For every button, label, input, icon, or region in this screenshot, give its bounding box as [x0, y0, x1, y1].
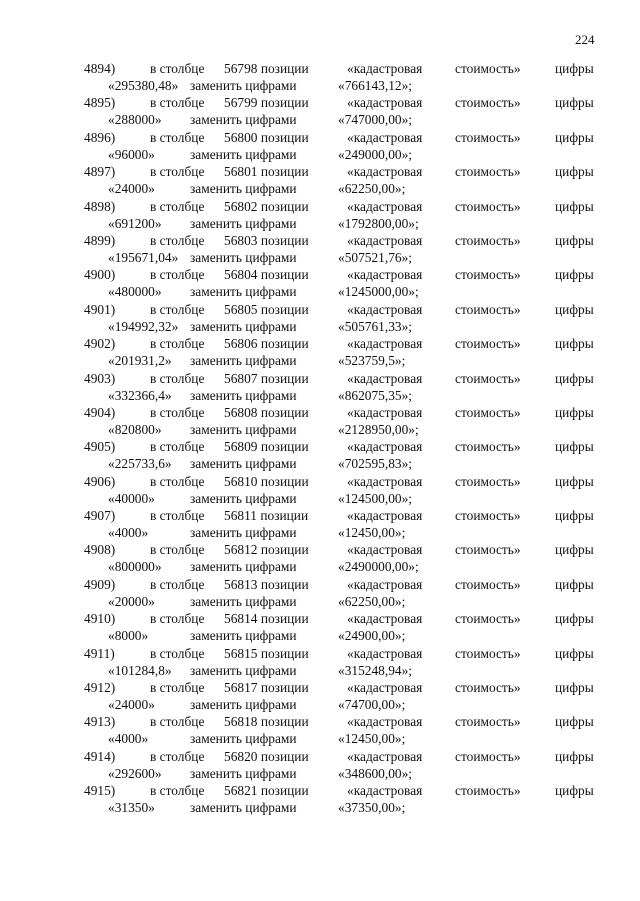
column-prefix: в столбце — [150, 439, 205, 455]
position-number: 56798 позиции — [224, 61, 309, 76]
cadastral-word: «кадастровая — [347, 370, 423, 386]
column-prefix: в столбце — [150, 267, 205, 283]
position-number: 56820 позиции — [224, 748, 309, 764]
position-number: 56821 позиции — [224, 783, 309, 799]
old-value: «40000» — [108, 490, 155, 506]
position-number: 56815 позиции — [224, 645, 309, 661]
value-word: стоимость» — [455, 473, 521, 489]
cadastral-word: «кадастровая — [347, 576, 423, 592]
column-prefix: в столбце — [150, 129, 205, 145]
column-prefix: в столбце — [150, 61, 205, 76]
cadastral-word: «кадастровая — [347, 473, 423, 489]
old-value: «195671,04» — [108, 249, 179, 265]
replace-phrase: заменить цифрами — [190, 215, 297, 231]
replace-phrase: заменить цифрами — [190, 525, 297, 541]
replace-phrase: заменить цифрами — [190, 421, 297, 437]
new-value: «315248,94»; — [338, 662, 413, 678]
item-number: 4896) — [84, 129, 116, 145]
position-number: 56813 позиции — [224, 576, 309, 592]
column-prefix: в столбце — [150, 95, 205, 111]
column-prefix: в столбце — [150, 336, 205, 352]
cadastral-word: «кадастровая — [347, 301, 423, 317]
replace-phrase: заменить цифрами — [190, 249, 297, 265]
digits-word: цифры — [555, 714, 594, 730]
cadastral-word: «кадастровая — [347, 645, 423, 661]
replace-phrase: заменить цифрами — [190, 456, 297, 472]
item-number: 4908) — [84, 542, 116, 558]
new-value: «1792800,00»; — [338, 215, 419, 231]
replace-phrase: заменить цифрами — [190, 181, 297, 197]
new-value: «1245000,00»; — [338, 284, 419, 300]
replace-phrase: заменить цифрами — [190, 318, 297, 334]
digits-word: цифры — [555, 748, 594, 764]
value-word: стоимость» — [455, 267, 521, 283]
position-number: 56807 позиции — [224, 370, 309, 386]
item-number: 4897) — [84, 164, 116, 180]
replace-phrase: заменить цифрами — [190, 284, 297, 300]
digits-word: цифры — [555, 542, 594, 558]
item-number: 4903) — [84, 370, 116, 386]
item-number: 4900) — [84, 267, 116, 283]
digits-word: цифры — [555, 473, 594, 489]
new-value: «62250,00»; — [338, 181, 406, 197]
old-value: «225733,6» — [108, 456, 172, 472]
old-value: «4000» — [108, 731, 149, 747]
old-value: «800000» — [108, 559, 162, 575]
digits-word: цифры — [555, 301, 594, 317]
item-number: 4912) — [84, 680, 116, 696]
column-prefix: в столбце — [150, 404, 205, 420]
position-number: 56805 позиции — [224, 301, 309, 317]
old-value: «480000» — [108, 284, 162, 300]
value-word: стоимость» — [455, 783, 521, 799]
value-word: стоимость» — [455, 404, 521, 420]
value-word: стоимость» — [455, 508, 521, 524]
item-number: 4902) — [84, 336, 116, 352]
column-prefix: в столбце — [150, 508, 205, 524]
old-value: «820800» — [108, 421, 162, 437]
digits-word: цифры — [555, 611, 594, 627]
value-word: стоимость» — [455, 95, 521, 111]
digits-word: цифры — [555, 439, 594, 455]
replace-phrase: заменить цифрами — [190, 353, 297, 369]
old-value: «288000» — [108, 112, 162, 128]
column-prefix: в столбце — [150, 542, 205, 558]
column-prefix: в столбце — [150, 783, 205, 799]
position-number: 56806 позиции — [224, 336, 309, 352]
old-value: «295380,48» — [108, 78, 179, 93]
digits-word: цифры — [555, 645, 594, 661]
old-value: «194992,32» — [108, 318, 179, 334]
column-prefix: в столбце — [150, 370, 205, 386]
value-word: стоимость» — [455, 439, 521, 455]
cadastral-word: «кадастровая — [347, 336, 423, 352]
replace-phrase: заменить цифрами — [190, 78, 297, 93]
digits-word: цифры — [555, 576, 594, 592]
amendment-item — [0, 60, 640, 94]
value-word: стоимость» — [455, 301, 521, 317]
new-value: «37350,00»; — [338, 800, 406, 816]
cadastral-word: «кадастровая — [347, 611, 423, 627]
old-value: «101284,8» — [108, 662, 172, 678]
new-value: «523759,5»; — [338, 353, 406, 369]
new-value: «507521,76»; — [338, 249, 413, 265]
amendment-item — [0, 541, 640, 575]
amendment-item — [0, 576, 640, 610]
amendment-item — [0, 713, 640, 747]
cadastral-word: «кадастровая — [347, 714, 423, 730]
position-number: 56808 позиции — [224, 404, 309, 420]
amendment-item — [0, 404, 640, 438]
position-number: 56802 позиции — [224, 198, 309, 214]
amendment-item — [0, 129, 640, 163]
position-number: 56803 позиции — [224, 232, 309, 248]
new-value: «2490000,00»; — [338, 559, 419, 575]
replace-phrase: заменить цифрами — [190, 146, 297, 162]
amendment-item — [0, 507, 640, 541]
old-value: «96000» — [108, 146, 155, 162]
column-prefix: в столбце — [150, 576, 205, 592]
cadastral-word: «кадастровая — [347, 783, 423, 799]
position-number: 56818 позиции — [224, 714, 309, 730]
amendment-item — [0, 198, 640, 232]
value-word: стоимость» — [455, 542, 521, 558]
old-value: «24000» — [108, 181, 155, 197]
page-number: 224 — [575, 32, 595, 47]
amendment-item — [0, 645, 640, 679]
item-number: 4894) — [84, 61, 116, 76]
cadastral-word: «кадастровая — [347, 404, 423, 420]
item-number: 4907) — [84, 508, 116, 524]
position-number: 56804 позиции — [224, 267, 309, 283]
amendment-item — [0, 163, 640, 197]
digits-word: цифры — [555, 95, 594, 111]
value-word: стоимость» — [455, 645, 521, 661]
new-value: «24900,00»; — [338, 628, 406, 644]
new-value: «124500,00»; — [338, 490, 413, 506]
column-prefix: в столбце — [150, 473, 205, 489]
new-value: «505761,33»; — [338, 318, 413, 334]
new-value: «702595,83»; — [338, 456, 413, 472]
value-word: стоимость» — [455, 129, 521, 145]
cadastral-word: «кадастровая — [347, 542, 423, 558]
amendment-item — [0, 438, 640, 472]
replace-phrase: заменить цифрами — [190, 662, 297, 678]
value-word: стоимость» — [455, 748, 521, 764]
old-value: «31350» — [108, 800, 155, 816]
cadastral-word: «кадастровая — [347, 198, 423, 214]
digits-word: цифры — [555, 129, 594, 145]
amendment-item — [0, 266, 640, 300]
replace-phrase: заменить цифрами — [190, 490, 297, 506]
column-prefix: в столбце — [150, 198, 205, 214]
cadastral-word: «кадастровая — [347, 680, 423, 696]
cadastral-word: «кадастровая — [347, 748, 423, 764]
replace-phrase: заменить цифрами — [190, 628, 297, 644]
cadastral-word: «кадастровая — [347, 129, 423, 145]
value-word: стоимость» — [455, 336, 521, 352]
amendment-item — [0, 679, 640, 713]
column-prefix: в столбце — [150, 301, 205, 317]
replace-phrase: заменить цифрами — [190, 593, 297, 609]
amendment-item — [0, 782, 640, 816]
amendment-item — [0, 748, 640, 782]
item-number: 4906) — [84, 473, 116, 489]
value-word: стоимость» — [455, 61, 521, 76]
column-prefix: в столбце — [150, 680, 205, 696]
position-number: 56801 позиции — [224, 164, 309, 180]
value-word: стоимость» — [455, 232, 521, 248]
new-value: «2128950,00»; — [338, 421, 419, 437]
column-prefix: в столбце — [150, 164, 205, 180]
cadastral-word: «кадастровая — [347, 439, 423, 455]
replace-phrase: заменить цифрами — [190, 112, 297, 128]
replace-phrase: заменить цифрами — [190, 800, 297, 816]
cadastral-word: «кадастровая — [347, 508, 423, 524]
item-number: 4910) — [84, 611, 116, 627]
item-number: 4913) — [84, 714, 116, 730]
replace-phrase: заменить цифрами — [190, 765, 297, 781]
new-value: «766143,12»; — [338, 78, 413, 93]
digits-word: цифры — [555, 370, 594, 386]
value-word: стоимость» — [455, 611, 521, 627]
old-value: «691200» — [108, 215, 162, 231]
column-prefix: в столбце — [150, 748, 205, 764]
old-value: «4000» — [108, 525, 149, 541]
new-value: «747000,00»; — [338, 112, 413, 128]
value-word: стоимость» — [455, 164, 521, 180]
digits-word: цифры — [555, 404, 594, 420]
position-number: 56817 позиции — [224, 680, 309, 696]
amendment-item — [0, 335, 640, 369]
cadastral-word: «кадастровая — [347, 232, 423, 248]
amendment-item — [0, 94, 640, 128]
position-number: 56814 позиции — [224, 611, 309, 627]
value-word: стоимость» — [455, 198, 521, 214]
new-value: «74700,00»; — [338, 697, 406, 713]
replace-phrase: заменить цифрами — [190, 387, 297, 403]
value-word: стоимость» — [455, 370, 521, 386]
item-number: 4898) — [84, 198, 116, 214]
digits-word: цифры — [555, 680, 594, 696]
cadastral-word: «кадастровая — [347, 267, 423, 283]
digits-word: цифры — [555, 783, 594, 799]
column-prefix: в столбце — [150, 645, 205, 661]
old-value: «24000» — [108, 697, 155, 713]
digits-word: цифры — [555, 336, 594, 352]
amendment-item — [0, 473, 640, 507]
old-value: «292600» — [108, 765, 162, 781]
amendment-item — [0, 610, 640, 644]
digits-word: цифры — [555, 267, 594, 283]
value-word: стоимость» — [455, 680, 521, 696]
position-number: 56799 позиции — [224, 95, 309, 111]
amendment-item — [0, 232, 640, 266]
amendment-item — [0, 370, 640, 404]
new-value: «249000,00»; — [338, 146, 413, 162]
value-word: стоимость» — [455, 714, 521, 730]
item-number: 4905) — [84, 439, 116, 455]
column-prefix: в столбце — [150, 232, 205, 248]
position-number: 56811 позиции — [224, 508, 309, 524]
item-number: 4899) — [84, 232, 116, 248]
cadastral-word: «кадастровая — [347, 61, 423, 76]
replace-phrase: заменить цифрами — [190, 697, 297, 713]
item-number: 4911) — [84, 645, 115, 661]
item-number: 4895) — [84, 95, 116, 111]
item-number: 4914) — [84, 748, 116, 764]
new-value: «12450,00»; — [338, 525, 406, 541]
position-number: 56800 позиции — [224, 129, 309, 145]
position-number: 56810 позиции — [224, 473, 309, 489]
old-value: «8000» — [108, 628, 149, 644]
new-value: «62250,00»; — [338, 593, 406, 609]
cadastral-word: «кадастровая — [347, 95, 423, 111]
item-number: 4901) — [84, 301, 116, 317]
old-value: «20000» — [108, 593, 155, 609]
position-number: 56809 позиции — [224, 439, 309, 455]
new-value: «12450,00»; — [338, 731, 406, 747]
position-number: 56812 позиции — [224, 542, 309, 558]
new-value: «348600,00»; — [338, 765, 413, 781]
item-number: 4915) — [84, 783, 116, 799]
digits-word: цифры — [555, 232, 594, 248]
old-value: «201931,2» — [108, 353, 172, 369]
replace-phrase: заменить цифрами — [190, 559, 297, 575]
replace-phrase: заменить цифрами — [190, 731, 297, 747]
new-value: «862075,35»; — [338, 387, 413, 403]
cadastral-word: «кадастровая — [347, 164, 423, 180]
old-value: «332366,4» — [108, 387, 172, 403]
digits-word: цифры — [555, 198, 594, 214]
column-prefix: в столбце — [150, 611, 205, 627]
column-prefix: в столбце — [150, 714, 205, 730]
digits-word: цифры — [555, 61, 594, 76]
digits-word: цифры — [555, 508, 594, 524]
amendment-list — [0, 60, 640, 817]
item-number: 4904) — [84, 404, 116, 420]
item-number: 4909) — [84, 576, 116, 592]
amendment-item — [0, 301, 640, 335]
value-word: стоимость» — [455, 576, 521, 592]
digits-word: цифры — [555, 164, 594, 180]
